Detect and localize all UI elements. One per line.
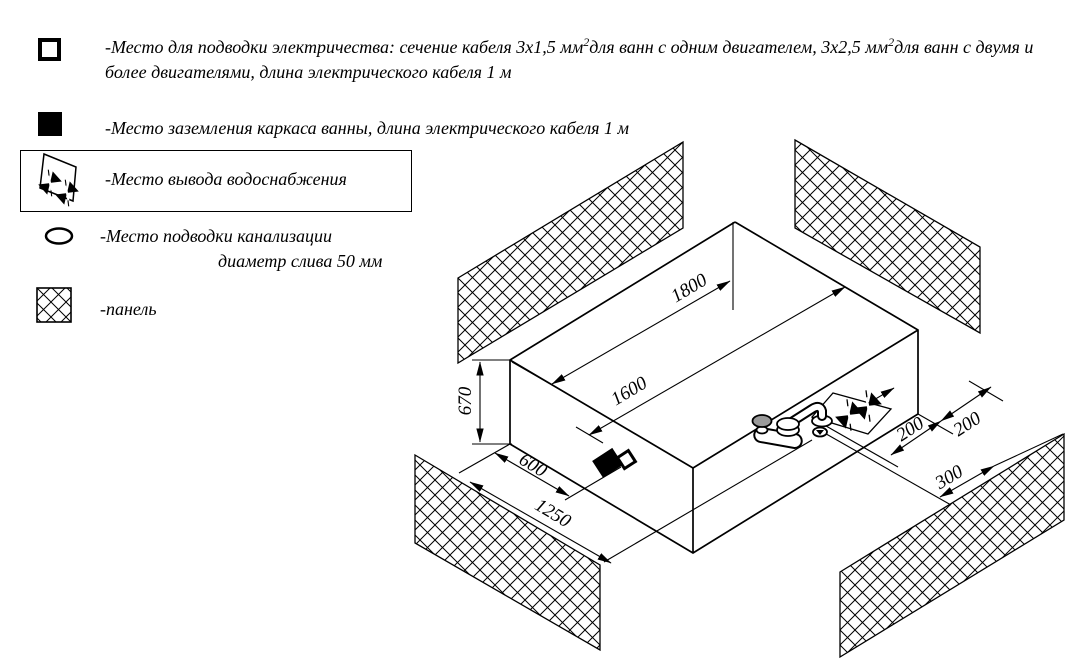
grounding-square-icon <box>38 112 62 136</box>
panel-top-left <box>458 142 683 363</box>
drain-fitting <box>753 407 833 449</box>
legend-grounding: -Место заземления каркаса ванны, длина электрического кабеля 1 м <box>105 118 630 138</box>
legend-sewerage-line1: -Место подводки канализации <box>100 226 332 246</box>
knob-cap <box>753 415 772 427</box>
panel-top-right <box>795 140 980 333</box>
dim-label-600: 600 <box>515 449 551 482</box>
dim-label-1250: 1250 <box>531 494 575 533</box>
legend-sewerage-line2: диаметр слива 50 мм <box>218 251 383 271</box>
dim-label-1600: 1600 <box>607 372 651 411</box>
ext-electric-square <box>565 467 621 500</box>
legend-electricity <box>105 30 1033 85</box>
ext-corner-left <box>512 362 566 393</box>
electric-ground-location <box>592 441 635 481</box>
legend-electricity-line2: более двигателями, длина электрического кабеля 1 м <box>105 62 512 82</box>
dim-label-1800: 1800 <box>667 269 711 308</box>
ext-corner-bottom-left <box>459 444 510 473</box>
legend-water-supply: -Место вывода водоснабжения <box>105 169 347 189</box>
electric-supply-square-icon <box>38 38 61 61</box>
legend-sewerage <box>100 224 382 274</box>
ext-drain-to-300 <box>821 431 951 505</box>
fitting-washer-2 <box>777 418 799 430</box>
legend-electricity-line1: -Место для подводки электричества: сечение кабеля 3х1,5 $мм^2для$ ванн с одним двигателем, 3х2,5 $мм^2для$ ванн с двумя и <box>105 35 1034 57</box>
dim-label-200b: 200 <box>949 407 985 441</box>
dim-label-300: 300 <box>931 461 967 494</box>
dim-label-200a: 200 <box>892 412 928 446</box>
sewerage-ellipse-icon <box>43 225 75 247</box>
legend-panel: -панель <box>100 299 157 319</box>
water-supply-icon <box>24 150 96 212</box>
panel-hatch-icon <box>36 287 73 324</box>
grounding-square <box>592 448 623 478</box>
panel-bottom-left <box>415 455 600 650</box>
panels-group <box>415 140 1064 657</box>
dim-label-670: 670 <box>455 386 476 416</box>
